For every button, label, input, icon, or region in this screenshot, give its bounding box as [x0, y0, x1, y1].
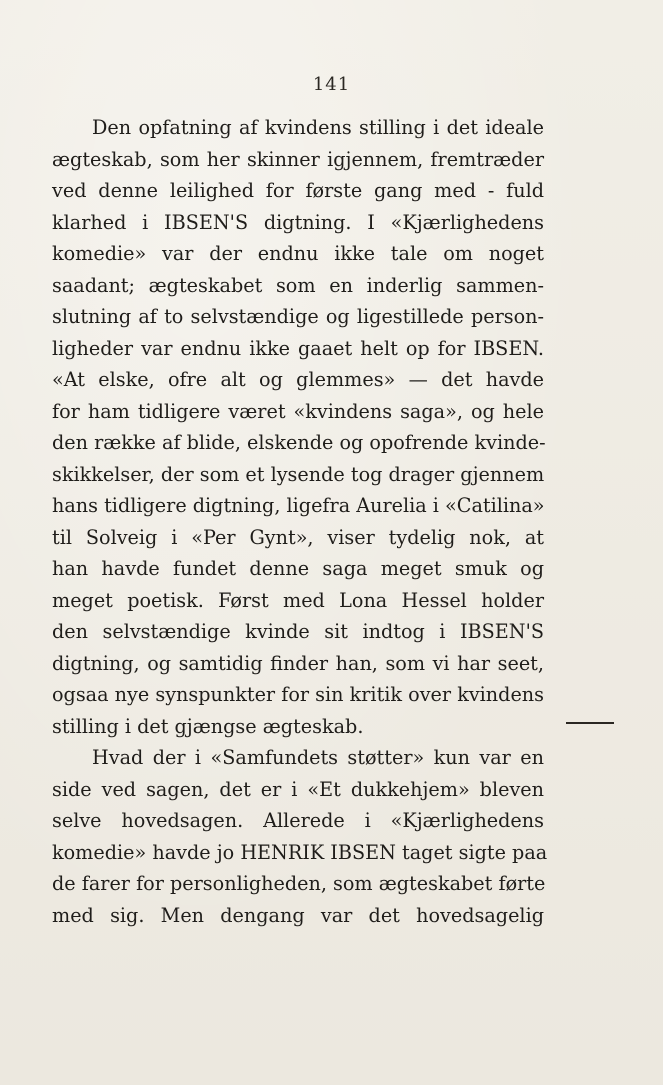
text-line: ved denne leilighed for første gang med - fuld	[52, 179, 544, 202]
text-line: «At elske, ofre alt og glemmes» — det havde	[52, 368, 544, 391]
text-line: digtning, og samtidig finder han, som vi har seet,	[52, 651, 544, 675]
text-line: til Solveig i «Per Gynt», viser tydelig nok, at	[52, 525, 544, 549]
text-line: han havde fundet denne saga meget smuk og	[52, 557, 544, 580]
margin-dash-mark	[566, 722, 614, 724]
text-line: meget poetisk. Først med Lona Hessel holder	[52, 588, 544, 612]
text-line: stilling i det gjængse ægteskab.	[52, 714, 364, 738]
text-line: med sig. Men dengang var det hovedsagelig	[52, 903, 544, 927]
text-line: ogsaa nye synspunkter for sin kritik over kvindens	[52, 683, 544, 706]
text-line: side ved sagen, det er i «Et dukkehjem» bleven	[52, 777, 544, 801]
text-line: de farer for personligheden, som ægteskabet førte	[52, 872, 546, 895]
text-line: saadant; ægteskabet som en inderlig sammen-	[52, 273, 544, 297]
text-line: komedie» var der endnu ikke tale om noget	[52, 242, 544, 265]
text-line: slutning af to selvstændige og ligestillede person-	[52, 305, 544, 328]
text-line: ligheder var endnu ikke gaaet helt op for IBSEN.	[52, 336, 544, 360]
body-text	[52, 112, 548, 931]
text-line: Hvad der i «Samfundets støtter» kun var en	[92, 746, 544, 769]
text-line: for ham tidligere været «kvindens saga», og hele	[52, 399, 544, 423]
text-line: den række af blide, elskende og opofrende kvinde-	[52, 431, 546, 454]
text-line: ægteskab, som her skinner igjennem, fremtræder	[52, 147, 544, 171]
page-number: 141	[312, 74, 351, 95]
text-line: komedie» havde jo HENRIK IBSEN taget sigte paa	[52, 840, 548, 864]
text-line: klarhed i IBSEN'S digtning. I «Kjærlighedens	[52, 210, 544, 234]
text-line: skikkelser, der som et lysende tog drager gjennem	[52, 462, 545, 486]
text-line: den selvstændige kvinde sit indtog i IBSEN'S	[52, 620, 544, 643]
text-line: Den opfatning af kvindens stilling i det ideale	[92, 116, 544, 139]
text-line: selve hovedsagen. Allerede i «Kjærlighedens	[52, 809, 544, 832]
text-line: hans tidligere digtning, ligefra Aurelia i «Catilina»	[52, 494, 545, 517]
